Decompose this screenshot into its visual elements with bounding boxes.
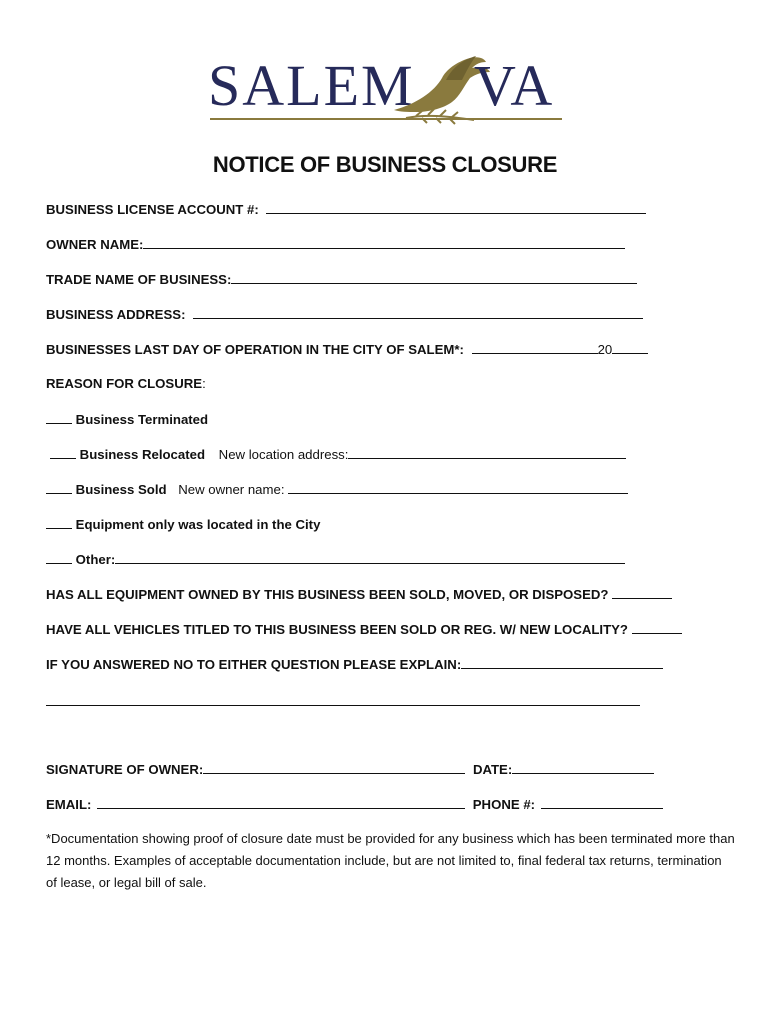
vehicles-question: HAVE ALL VEHICLES TITLED TO THIS BUSINESS BEEN SOLD OR REG. W/ NEW LOCALITY? — [46, 622, 628, 637]
page-title: NOTICE OF BUSINESS CLOSURE — [212, 152, 558, 177]
vehicles-answer-field[interactable] — [632, 621, 682, 634]
explain-label: IF YOU ANSWERED NO TO EITHER QUESTION PLEASE EXPLAIN: — [46, 657, 462, 672]
account-number-label: BUSINESS LICENSE ACCOUNT #: — [46, 202, 259, 217]
date-field[interactable] — [512, 761, 654, 774]
equipment-question: HAS ALL EQUIPMENT OWNED BY THIS BUSINESS BEEN SOLD, MOVED, OR DISPOSED? — [46, 587, 609, 602]
reason-terminated-row — [46, 411, 208, 428]
new-location-label: New location address: — [218, 447, 349, 462]
last-day-date-field[interactable] — [472, 341, 598, 354]
last-day-year-field[interactable] — [612, 341, 648, 354]
business-address-row — [46, 306, 643, 323]
last-day-row — [46, 341, 648, 358]
email-field[interactable] — [97, 796, 465, 809]
logo-va-text: VA — [474, 53, 555, 118]
reason-equipment-row — [46, 516, 320, 533]
explain-row — [46, 656, 663, 673]
last-day-label: BUSINESSES LAST DAY OF OPERATION IN THE CITY OF SALEM*: — [46, 342, 464, 357]
new-owner-field[interactable] — [288, 481, 628, 494]
reason-other-row — [46, 551, 625, 568]
email-label: EMAIL: — [46, 797, 92, 812]
other-label: Other: — [75, 552, 116, 567]
vehicles-question-row — [46, 621, 682, 638]
terminated-label: Business Terminated — [75, 412, 209, 427]
trade-name-row — [46, 271, 637, 288]
reason-relocated-row — [50, 446, 626, 463]
signature-label: SIGNATURE OF OWNER: — [46, 762, 204, 777]
reason-sold-row — [46, 481, 628, 498]
contact-row — [46, 796, 663, 813]
phone-label: PHONE #: — [472, 797, 536, 812]
explain-field[interactable] — [461, 656, 663, 669]
equipment-check-blank[interactable] — [46, 516, 72, 529]
new-owner-label: New owner name: — [178, 482, 285, 497]
equipment-answer-field[interactable] — [612, 586, 672, 599]
reason-heading: REASON FOR CLOSURE: — [46, 376, 206, 391]
signature-row — [46, 761, 654, 778]
business-address-field[interactable] — [193, 306, 643, 319]
other-check-blank[interactable] — [46, 551, 72, 564]
trade-name-label: TRADE NAME OF BUSINESS: — [46, 272, 232, 287]
business-address-label: BUSINESS ADDRESS: — [46, 307, 186, 322]
other-field[interactable] — [115, 551, 625, 564]
documentation-footnote: *Documentation showing proof of closure date must be provided for any business which has been terminated more than 12 months. Examples of acceptable documentation include, but are not limited to, final federal tax returns, termination of lease, or legal bill of sale. — [46, 831, 735, 890]
new-location-field[interactable] — [348, 446, 626, 459]
date-label: DATE: — [472, 762, 513, 777]
logo-salem-text: SALEM — [208, 53, 415, 118]
terminated-check-blank[interactable] — [46, 411, 72, 424]
sold-check-blank[interactable] — [46, 481, 72, 494]
salem-va-logo — [208, 52, 564, 128]
phone-field[interactable] — [541, 796, 663, 809]
owner-name-field[interactable] — [143, 236, 625, 249]
explain-continuation-line[interactable] — [46, 705, 640, 706]
relocated-check-blank[interactable] — [50, 446, 76, 459]
account-number-field[interactable] — [266, 201, 646, 214]
equipment-label: Equipment only was located in the City — [75, 517, 321, 532]
owner-name-label: OWNER NAME: — [46, 237, 144, 252]
equipment-question-row — [46, 586, 672, 603]
owner-name-row — [46, 236, 625, 253]
trade-name-field[interactable] — [231, 271, 637, 284]
reason-label: REASON FOR CLOSURE — [46, 376, 203, 391]
account-number-row — [46, 201, 646, 218]
year-prefix: 20 — [597, 342, 613, 357]
relocated-label: Business Relocated — [79, 447, 205, 462]
sold-label: Business Sold — [75, 482, 167, 497]
signature-field[interactable] — [203, 761, 465, 774]
logo-underline — [210, 118, 562, 120]
